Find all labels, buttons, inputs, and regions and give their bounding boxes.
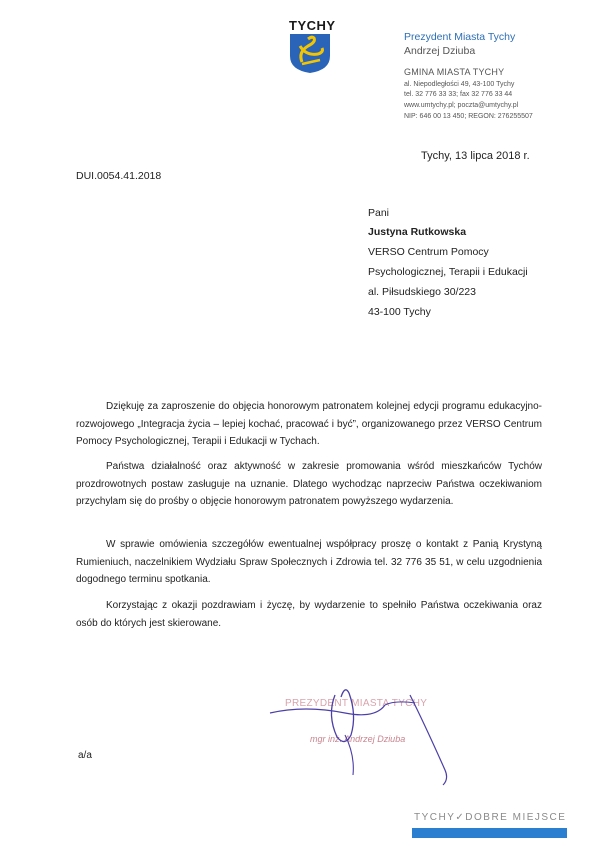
letterhead-name: Andrzej Dziuba: [404, 45, 476, 57]
recipient-org-line1: VERSO Centrum Pomocy: [368, 246, 489, 258]
reference-number: DUI.0054.41.2018: [76, 170, 162, 182]
footer-slogan: TYCHY✓DOBRE MIEJSCE: [414, 812, 567, 823]
handwritten-signature: [265, 675, 465, 790]
aa-marker: a/a: [78, 750, 92, 761]
signature-stamp-title: PREZYDENT MIASTA TYCHY: [285, 698, 428, 709]
body-paragraph-4: Korzystając z okazji pozdrawiam i życzę, by wydarzenie to spełniło Państwa oczekiwania oraz osób do których jest skierowane.: [76, 600, 542, 629]
letterhead-address: al. Niepodległości 49, 43-100 Tychy: [404, 81, 515, 88]
letterhead-web: www.umtychy.pl; poczta@umtychy.pl: [404, 102, 519, 109]
recipient-org-line2: Psychologicznej, Terapii i Edukacji: [368, 266, 528, 278]
letter-date: Tychy, 13 lipca 2018 r.: [421, 150, 530, 162]
body-paragraph-3: W sprawie omówienia szczegółów ewentualnej współpracy proszę o kontakt z Panią Krystyną Rumieniuch, naczelnikiem Wydziału Spraw Społecznych i Zdrowia tel. 32 776 35 51, w celu uzgodnienia dogodnego terminu spotkania.: [76, 539, 542, 585]
recipient-street: al. Piłsudskiego 30/223: [368, 286, 476, 298]
letterhead-gmina: GMINA MIASTA TYCHY: [404, 67, 505, 77]
footer-bar: [412, 828, 567, 838]
letterhead-title: Prezydent Miasta Tychy: [404, 31, 516, 43]
letterhead-phone: tel. 32 776 33 33; fax 32 776 33 44: [404, 91, 513, 98]
signature-stamp-name: mgr inż. Andrzej Dziuba: [310, 734, 406, 744]
recipient-name: Justyna Rutkowska: [368, 226, 467, 238]
recipient-city: 43-100 Tychy: [368, 306, 431, 318]
recipient-salutation: Pani: [368, 207, 390, 219]
city-coat-of-arms-icon: [288, 32, 332, 74]
body-paragraph-2: Państwa działalność oraz aktywność w zakresie promowania wśród mieszkańców Tychów prozdrowotnych postaw zasługuje na uznanie. Dlatego wychodząc naprzeciw Państwa oczekiwaniom przychylam się do prośby o objęcie honorowym patronatem powyższego wydarzenia.: [76, 461, 542, 507]
body-paragraph-1: Dziękuję za zaproszenie do objęcia honorowym patronatem kolejnej edycji programu edukacyjno-rozwojowego „Integracja życia – lepiej kochać, pracować i być”, organizowanego przez VERSO Centrum Pomocy Psychologicznej, Terapii i Edukacji w Tychach.: [76, 401, 542, 447]
letterhead-nip: NIP: 646 00 13 450; REGON: 276255507: [404, 113, 533, 120]
city-logo-text: TYCHY: [289, 18, 336, 33]
